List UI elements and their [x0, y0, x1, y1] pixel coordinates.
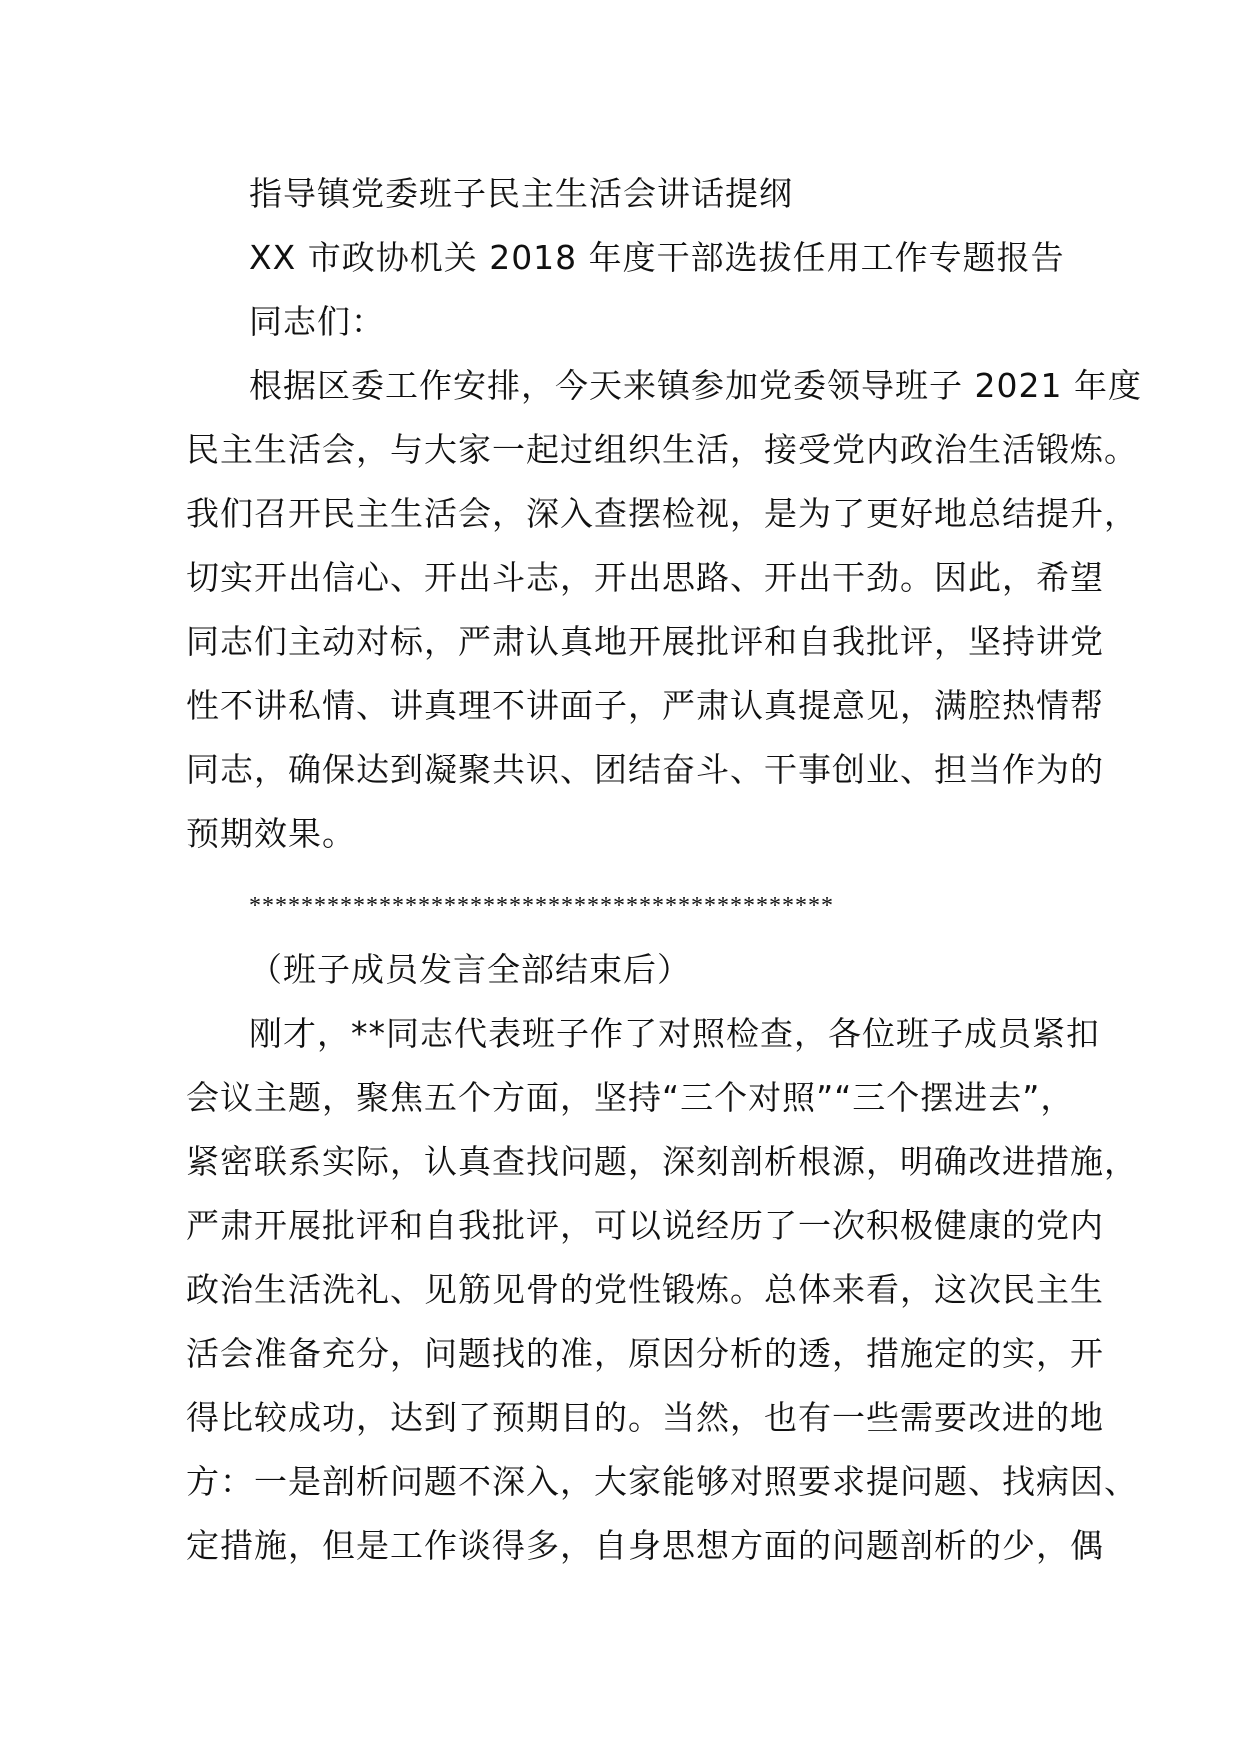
paragraph-line: 我们召开民主生活会，深入查摆检视，是为了更好地总结提升，: [186, 494, 1138, 533]
paragraph-line: 同志，确保达到凝聚共识、团结奋斗、干事创业、担当作为的: [186, 750, 1104, 789]
paragraph-line: 刚才，**同志代表班子作了对照检查，各位班子成员紧扣: [249, 1014, 1100, 1053]
paragraph-line: 方：一是剖析问题不深入，大家能够对照要求提问题、找病因、: [186, 1462, 1138, 1501]
separator-stars: *********************************************: [249, 893, 834, 919]
paragraph-line: 严肃开展批评和自我批评，可以说经历了一次积极健康的党内: [186, 1206, 1104, 1245]
paragraph-line: 紧密联系实际，认真查找问题，深刻剖析根源，明确改进措施，: [186, 1142, 1138, 1181]
paragraph-line: 定措施，但是工作谈得多，自身思想方面的问题剖析的少，偶: [186, 1526, 1104, 1565]
paragraph-line: 根据区委工作安排，今天来镇参加党委领导班子 2021 年度: [249, 366, 1142, 405]
paragraph-line: 活会准备充分，问题找的准，原因分析的透，措施定的实，开: [186, 1334, 1104, 1373]
report-title: XX 市政协机关 2018 年度干部选拔任用工作专题报告: [249, 238, 1065, 277]
paragraph-line: 会议主题，聚焦五个方面，坚持“三个对照”“三个摆进去”，: [186, 1078, 1075, 1117]
paragraph-line: 切实开出信心、开出斗志，开出思路、开出干劲。因此，希望: [186, 558, 1104, 597]
paragraph-line: 同志们主动对标，严肃认真地开展批评和自我批评，坚持讲党: [186, 622, 1104, 661]
paragraph-line: 预期效果。: [186, 814, 356, 853]
paragraph-line: 性不讲私情、讲真理不讲面子，严肃认真提意见，满腔热情帮: [186, 686, 1104, 725]
salutation: 同志们：: [249, 302, 385, 341]
section-note: （班子成员发言全部结束后）: [249, 950, 691, 989]
paragraph-line: 得比较成功，达到了预期目的。当然，也有一些需要改进的地: [186, 1398, 1104, 1437]
paragraph-line: 民主生活会，与大家一起过组织生活，接受党内政治生活锻炼。: [186, 430, 1138, 469]
paragraph-line: 政治生活洗礼、见筋见骨的党性锻炼。总体来看，这次民主生: [186, 1270, 1104, 1309]
document-title: 指导镇党委班子民主生活会讲话提纲: [249, 174, 793, 213]
